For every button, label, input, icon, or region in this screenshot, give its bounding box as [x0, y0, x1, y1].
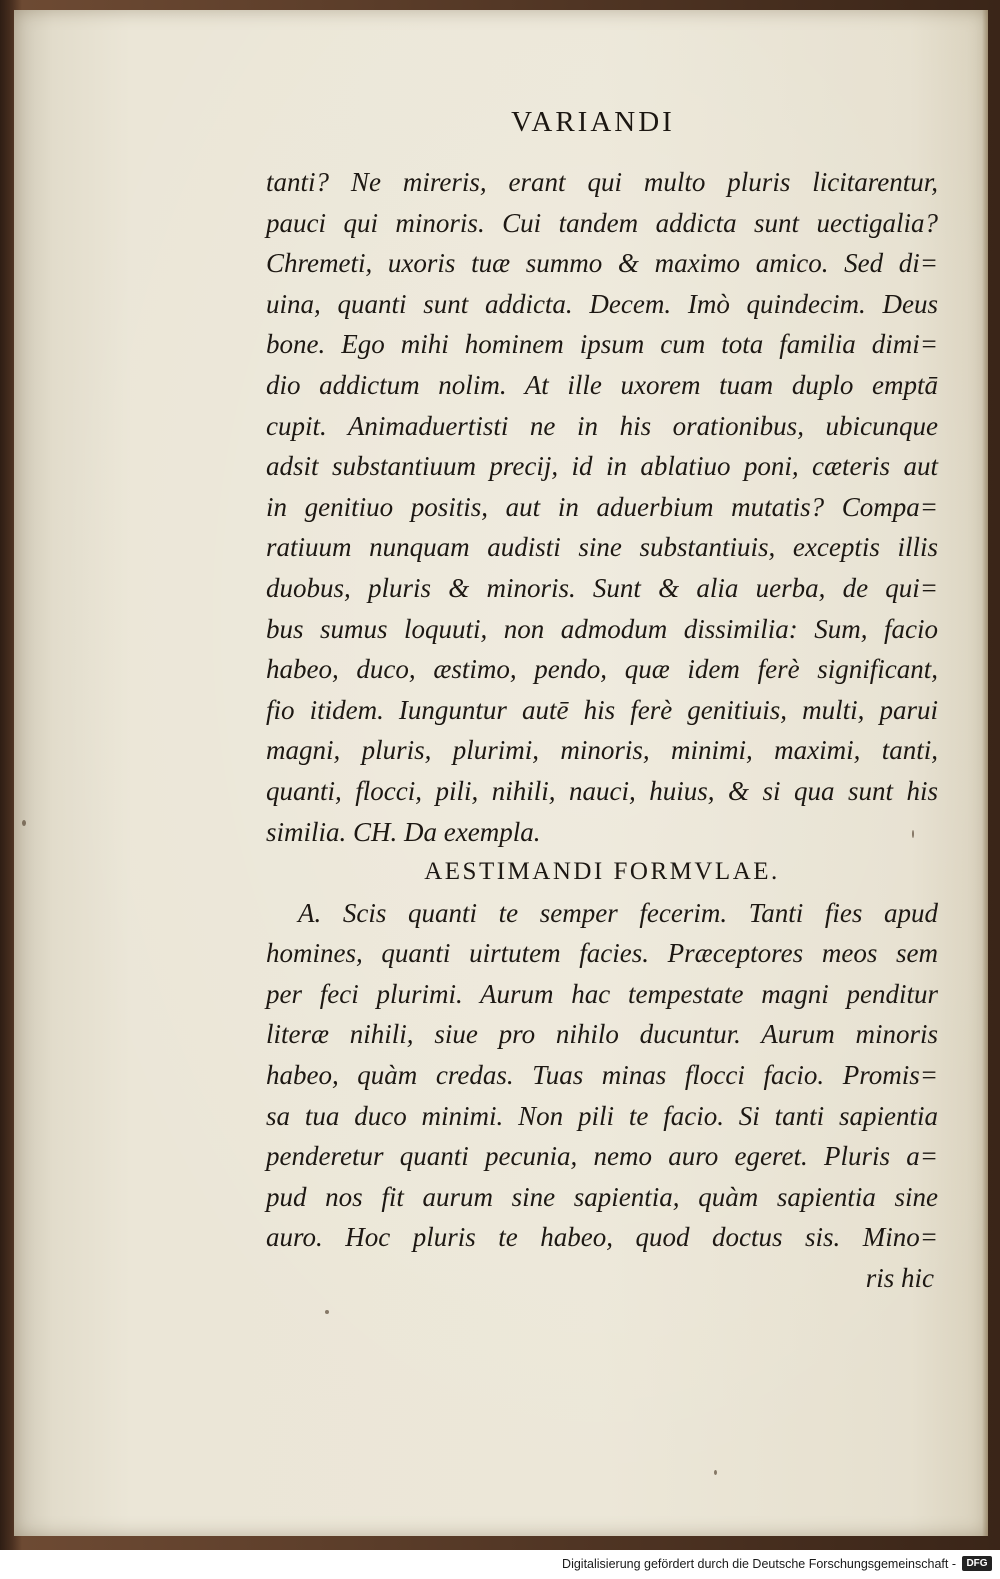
text-line: pud nos fit aurum sine sapientia, quàm sapientia sine — [266, 1181, 938, 1212]
text-line: cupit. Animaduertisti ne in his orationibus, ubicunque — [266, 410, 938, 441]
running-head: VARIANDI — [511, 106, 675, 138]
paper-speck — [912, 830, 914, 838]
text-line: quanti, flocci, pili, nihili, nauci, huius, & si qua sunt his — [266, 775, 938, 806]
text-line: bus sumus loquuti, non admodum dissimilia: Sum, facio — [266, 613, 938, 644]
text-line: homines, quanti uirtutem facies. Præceptores meos sem — [266, 938, 938, 969]
text-line: penderetur quanti pecunia, nemo auro egeret. Pluris a= — [266, 1141, 938, 1172]
text-line: A. Scis quanti te semper fecerim. Tanti fies apud — [298, 897, 938, 928]
text-line: bone. Ego mihi hominem ipsum cum tota familia dimi= — [266, 329, 938, 360]
text-line: per feci plurimi. Aurum hac tempestate magni penditur — [266, 978, 938, 1009]
text-line: adsit substantiuum precij, id in ablatiuo poni, cæteris aut — [266, 451, 938, 482]
text-line: habeo, quàm credas. Tuas minas flocci facio. Promis= — [266, 1060, 938, 1091]
text-line: Chremeti, uxoris tuæ summo & maximo amico. Sed di= — [266, 248, 938, 279]
text-block — [266, 162, 938, 1299]
section-heading: AESTIMANDI FORMVLAE. — [424, 858, 780, 886]
text-line: habeo, duco, æstimo, pendo, quæ idem ferè significant, — [266, 654, 938, 685]
paper-speck — [714, 1470, 717, 1475]
footer-credit: Digitalisierung gefördert durch die Deutsche Forschungsgemeinschaft - — [562, 1557, 956, 1571]
text-line: auro. Hoc pluris te habeo, quod doctus sis. Mino= — [266, 1222, 938, 1253]
text-line: similia. CH. Da exempla. — [266, 816, 541, 847]
page-edge — [982, 10, 988, 1536]
text-line: ratiuum nunquam audisti sine substantiuis, exceptis illis — [266, 532, 938, 563]
dfg-logo: DFG — [962, 1556, 992, 1571]
text-line: dio addictum nolim. At ille uxorem tuam duplo emptā — [266, 369, 938, 400]
catchword: ris hic — [865, 1263, 934, 1294]
footer-bar — [0, 1550, 1000, 1579]
text-line: uina, quanti sunt addicta. Decem. Imò quindecim. Deus — [266, 288, 938, 319]
paper-speck — [22, 820, 26, 826]
text-line: fio itidem. Iunguntur autē his ferè genitiuis, multi, parui — [266, 694, 938, 725]
text-line: in genitiuo positis, aut in aduerbium mutatis? Compa= — [266, 491, 938, 522]
text-line: pauci qui minoris. Cui tandem addicta sunt uectigalia? — [266, 207, 938, 238]
text-line: literæ nihili, siue pro nihilo ducuntur. Aurum minoris — [266, 1019, 938, 1050]
paper-speck — [325, 1310, 329, 1314]
text-line: magni, pluris, plurimi, minoris, minimi, maximi, tanti, — [266, 735, 938, 766]
text-line: tanti? Ne mireris, erant qui multo pluris licitarentur, — [266, 167, 938, 197]
book-page — [14, 10, 988, 1536]
text-line: duobus, pluris & minoris. Sunt & alia uerba, de qui= — [266, 572, 938, 603]
text-line: sa tua duco minimi. Non pili te facio. Si tanti sapientia — [266, 1100, 938, 1131]
